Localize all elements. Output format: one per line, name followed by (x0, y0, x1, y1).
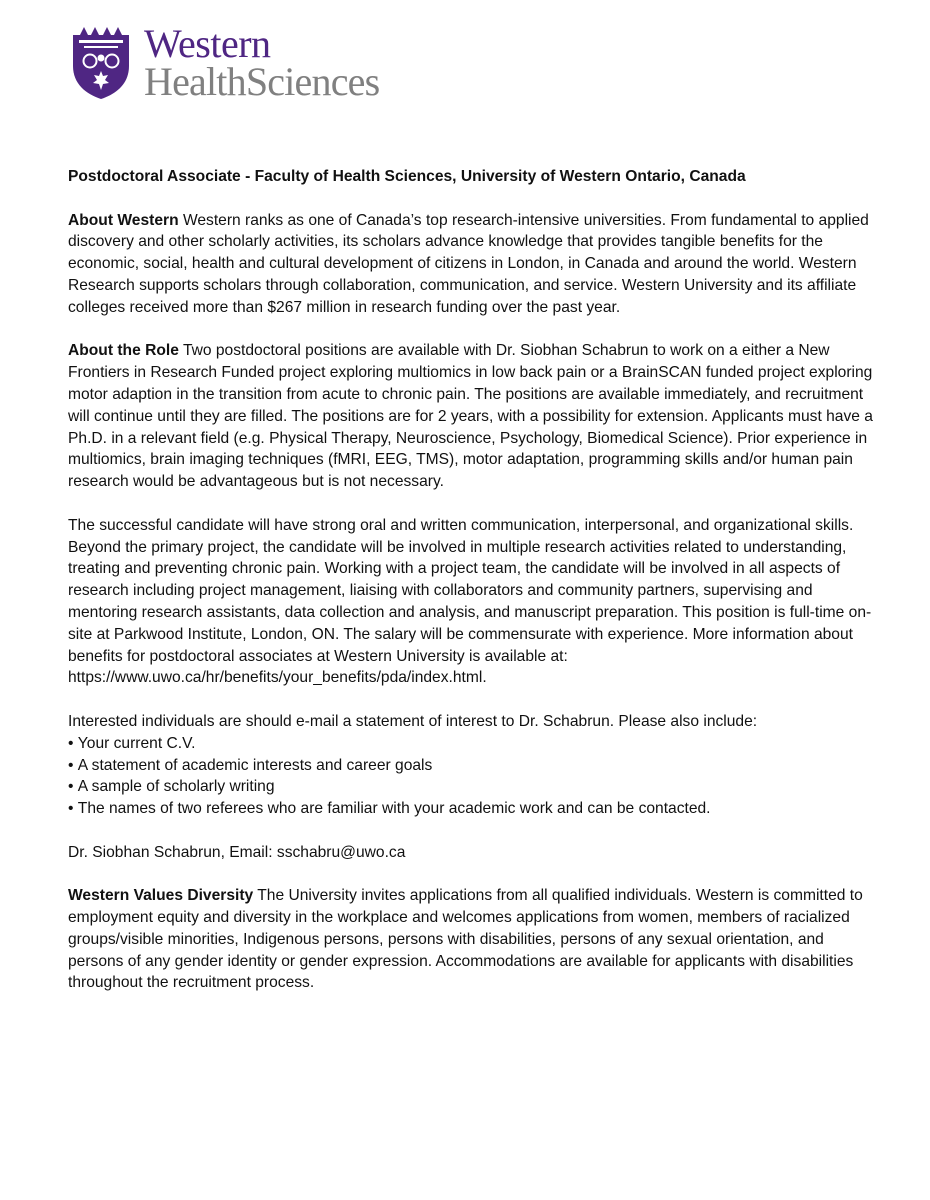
list-item: • The names of two referees who are familiar with your academic work and can be contacted. (68, 798, 873, 820)
diversity-section (68, 885, 873, 994)
brand-line-health-sciences: HealthSciences (144, 59, 380, 104)
about-role-body: Two postdoctoral positions are available with Dr. Siobhan Schabrun to work on a either a New Frontiers in Research Funded project exploring multiomics in low back pain or a BrainSCAN funded project exploring motor adaption in the transition from acute to chronic pain. The positions are available immediately, and recruitment will continue until they are filled. The positions are for 2 years, with a possibility for extension. Applicants must have a Ph.D. in a relevant field (e.g. Physical Therapy, Neuroscience, Psychology, Biomedical Science). Prior experience in multiomics, brain imaging techniques (fMRI, EEG, TMS), motor adaptation, programming skills and/or human pain research would be advantageous but is not necessary. (68, 342, 873, 491)
list-item: • A sample of scholarly writing (68, 776, 873, 798)
about-western-heading: About Western (68, 211, 179, 229)
contact-line: Dr. Siobhan Schabrun, Email: sschabru@uwo.ca (68, 843, 406, 861)
diversity-body: The University invites applications from all qualified individuals. Western is committed to employment equity and diversity in the workplace and welcomes applications from women, members of racialized groups/visible minorities, Indigenous persons, persons with disabilities, persons of any sexual orientation, and persons of any gender identity or gender expression. Accommodations are available for applicants with disabilities throughout the recruitment process. (68, 887, 863, 992)
job-posting (68, 166, 873, 1016)
list-item: • A statement of academic interests and career goals (68, 755, 873, 777)
about-role-heading: About the Role (68, 342, 179, 360)
candidate-paragraph: The successful candidate will have strong oral and written communication, interpersonal, and organizational skills. Beyond the primary project, the candidate will be involved in multiple research activities related to understanding, treating and preventing chronic pain. Working with a project team, the candidate will be involved in all aspects of research including project management, liaising with collaborators and community partners, supervising and mentoring research assistants, data collection and analysis, and manuscript preparation. This position is full-time on-site at Parkwood Institute, London, ON. The salary will be commensurate with experience. More information about benefits for postdoctoral associates at Western University is available at: https://www.uwo.ca/hr/benefits/your_benefits/pda/index.html. (68, 516, 872, 687)
western-crest-icon (70, 26, 132, 100)
application-section (68, 711, 873, 820)
diversity-heading: Western Values Diversity (68, 887, 254, 905)
about-role-section (68, 340, 873, 493)
list-item: • Your current C.V. (68, 733, 873, 755)
about-western-section (68, 210, 873, 319)
brand-line-western: Western (144, 21, 271, 66)
application-intro: Interested individuals are should e-mail a statement of interest to Dr. Schabrun. Please also include: (68, 712, 758, 730)
about-western-body: Western ranks as one of Canada’s top research-intensive universities. From fundamental to applied discovery and other scholarly activities, its scholars advance knowledge that provides tangible benefits for the economic, social, health and cultural development of citizens in London, in Canada and around the world. Western Research supports scholars through collaboration, communication, and service. Western University and its affiliate colleges received more than $267 million in research funding over the past year. (68, 211, 869, 316)
posting-title: Postdoctoral Associate - Faculty of Health Sciences, University of Western Ontario, Canada (68, 168, 746, 185)
application-requirements-list (68, 733, 873, 820)
